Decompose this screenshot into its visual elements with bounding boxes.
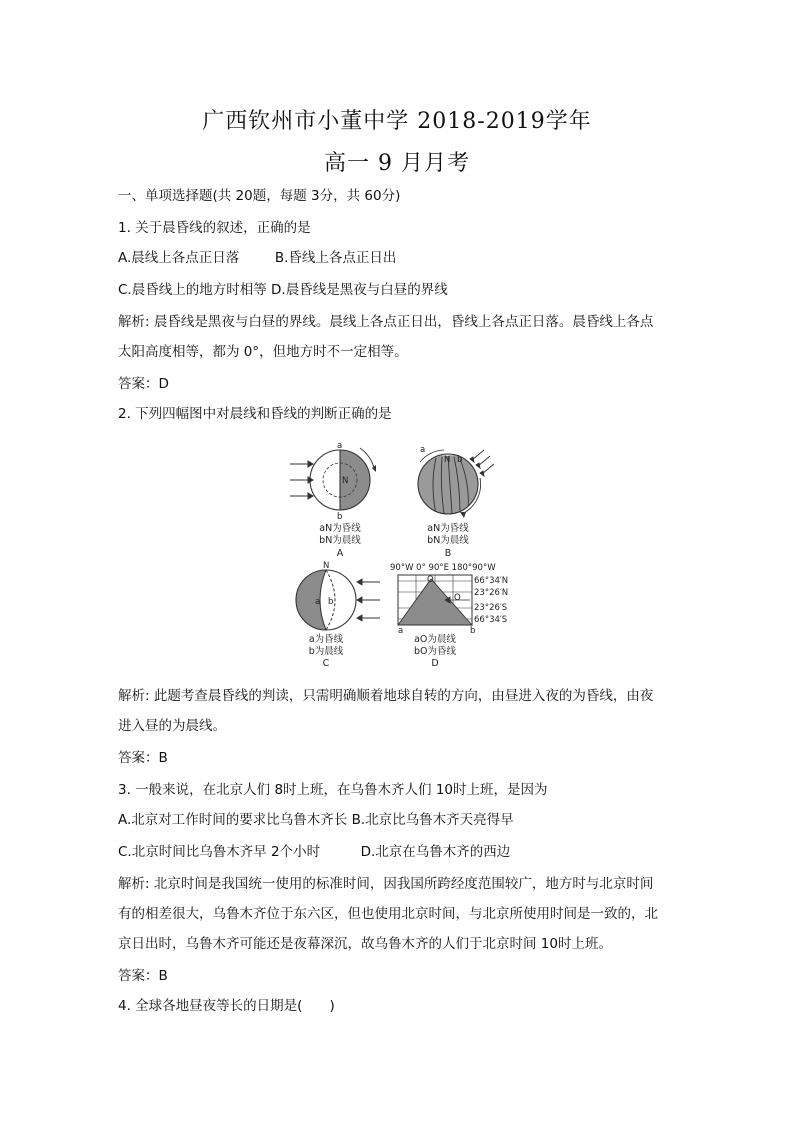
document-title: 广西钦州市小董中学 2018-2019学年 [202,109,592,134]
label-n: N [444,455,451,465]
label-n: N [342,476,349,486]
q2-analysis-line1: 解析: 此题考查晨昏线的判读，只需明确顺着地球自转的方向，由昼进入夜的为昏线，由夜 [118,688,654,704]
q3-analysis-line2: 有的相差很大，乌鲁木齐位于东六区，但也使用北京时间，与北京所使用时间是一致的，北 [118,906,658,922]
label-a: a [398,626,404,636]
figure-c [284,560,394,670]
figure-d [386,560,516,670]
lat-label-23n: 23°26′N [474,588,509,598]
q2-answer: 答案：B [118,750,168,766]
figure-letter: C [322,658,330,669]
section-heading: 一、单项选择题(共 20题，每题 3分，共 60分) [118,188,401,204]
label-n: N [323,561,330,571]
caption-line1: a为昏线 [308,634,344,645]
q3-analysis-line3: 京日出时，乌鲁木齐可能还是夜幕深沉，故乌鲁木齐的人们于北京时间 10时上班。 [118,936,612,952]
caption-line2: b为晨线 [308,646,344,657]
label-o-top: O [427,575,434,585]
label-o-mid: O [454,593,461,603]
label-b: b [337,512,343,522]
label-a: a [315,597,321,607]
q1-options-ab: A.晨线上各点正日落 B.昏线上各点正日出 [118,250,397,266]
q2-analysis-line2: 进入昼的为晨线。 [118,718,226,734]
lat-label-23s: 23°26′S [474,603,508,613]
q1-analysis-line2: 太阳高度相等，都为 0°，但地方时不一定相等。 [118,344,408,360]
q4-stem: 4. 全球各地昼夜等长的日期是( ) [118,998,335,1014]
lat-label-66s: 66°34′S [474,615,508,625]
q3-options-cd: C.北京时间比乌鲁木齐早 2个小时 D.北京在乌鲁木齐的西边 [118,844,511,860]
caption-line2: bN为晨线 [427,535,469,546]
longitude-labels: 90°W 0° 90°E 180°90°W [390,563,496,573]
label-b: b [457,455,463,465]
q2-stem: 2. 下列四幅图中对晨线和昏线的判断正确的是 [118,406,392,422]
q3-answer: 答案：B [118,968,168,984]
q1-options-cd: C.晨昏线上的地方时相等 D.晨昏线是黑夜与白昼的界线 [118,282,448,298]
q3-analysis-line1: 解析: 北京时间是我国统一使用的标准时间，因我国所跨经度范围较广，地方时与北京时间 [118,876,654,892]
figure-b [400,438,510,560]
figure-letter: B [444,548,452,559]
caption-line2: bO为昏线 [413,646,457,657]
caption-line1: aN为昏线 [319,523,361,534]
label-b: b [470,626,476,636]
q3-options-ab: A.北京对工作时间的要求比乌鲁木齐长 B.北京比乌鲁木齐天亮得早 [118,812,514,828]
caption-line1: aN为昏线 [427,523,469,534]
q1-analysis-line1: 解析: 晨昏线是黑夜与白昼的界线。晨线上各点正日出，昏线上各点正日落。晨昏线上各点 [118,314,654,330]
figure-letter: D [431,658,439,669]
caption-line2: bN为晨线 [319,535,361,546]
q3-stem: 3. 一般来说，在北京人们 8时上班，在乌鲁木齐人们 10时上班，是因为 [118,782,548,798]
caption-line1: aO为晨线 [414,634,456,645]
q1-answer: 答案：D [118,376,169,392]
label-b: b [328,597,334,607]
figure-a [284,438,394,560]
label-a: a [420,445,426,455]
lat-label-66n: 66°34′N [474,576,509,586]
night-side-shading [296,570,326,630]
q1-stem: 1. 关于晨昏线的叙述，正确的是 [118,220,311,236]
label-a: a [337,441,343,451]
document-subtitle: 高一 9 月月考 [324,151,470,176]
sunlight-arrows [357,579,380,621]
figure-letter: A [336,548,344,559]
